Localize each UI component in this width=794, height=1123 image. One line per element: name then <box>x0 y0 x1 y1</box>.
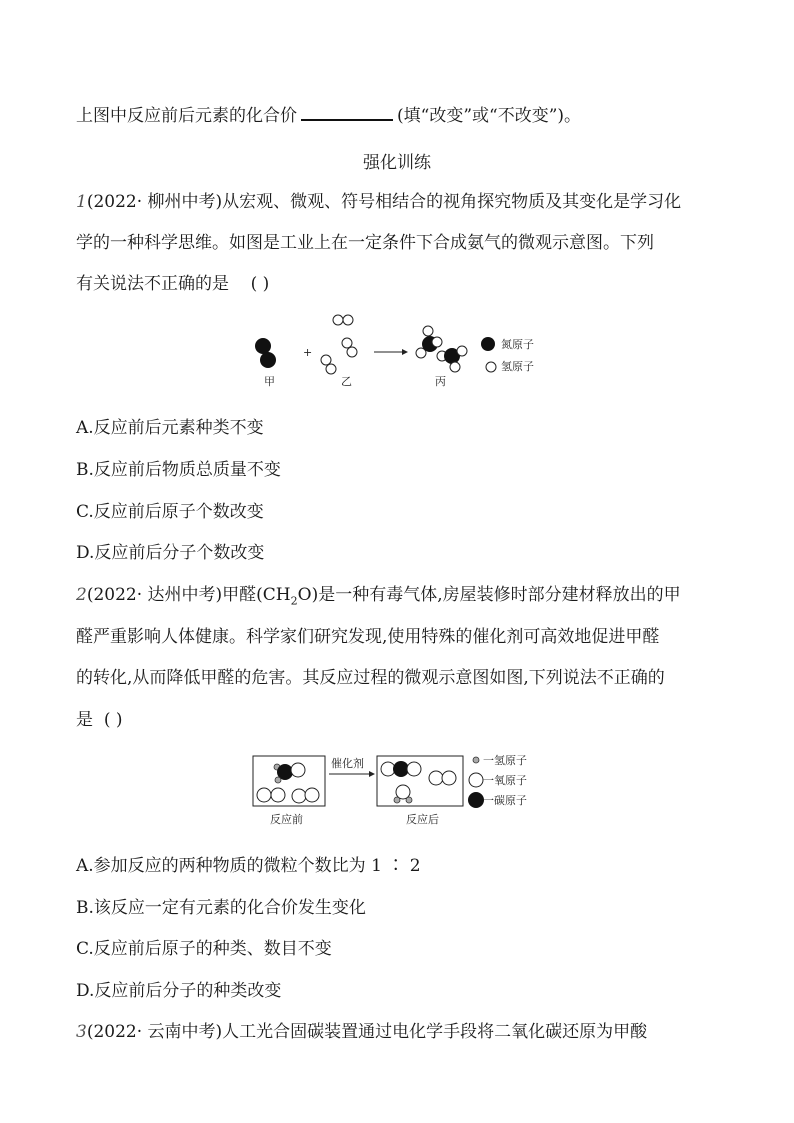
legend-n-swatch <box>481 337 495 351</box>
q2-text-4: 是 <box>76 710 93 730</box>
h-atom <box>457 346 467 356</box>
legend-o-swatch <box>469 773 483 787</box>
q2-source: (2022· 达州中考) <box>86 585 223 605</box>
q2-subscript: 2 <box>290 594 298 608</box>
plus-sign: + <box>303 346 313 359</box>
n-atom <box>260 352 276 368</box>
o-atom <box>442 771 456 785</box>
section-title: 强化训练 <box>363 153 431 173</box>
label-before: 反应前 <box>270 813 303 826</box>
q2-option-d[interactable]: D.反应前后分子的种类改变 <box>76 981 282 1001</box>
arrow-head <box>369 771 375 777</box>
q2-line-1 <box>76 583 681 613</box>
catalyst-label: 催化剂 <box>331 757 364 770</box>
h-atom <box>275 777 281 783</box>
legend-c-swatch <box>468 792 484 808</box>
n-atom <box>255 338 271 354</box>
q3-text-1: 人工光合固碳装置通过电化学手段将二氧化碳还原为甲酸 <box>222 1022 648 1042</box>
q3-number: 3 <box>76 1022 87 1042</box>
h-atom <box>432 337 442 347</box>
h-atom <box>423 326 433 336</box>
q2-option-a[interactable]: A.参加反应的两种物质的微粒个数比为 1 ∶ 2 <box>76 856 421 876</box>
h-atom <box>450 362 460 372</box>
q3-line-1 <box>76 1020 647 1044</box>
answer-blank[interactable] <box>301 105 393 121</box>
fill-in-suffix: (填“改变”或“不改变”)。 <box>397 106 582 126</box>
q2-line-4 <box>76 708 122 732</box>
h-atom <box>394 797 400 803</box>
q1-text-3: 有关说法不正确的是 <box>76 274 229 294</box>
q2-option-b[interactable]: B.该反应一定有元素的化合价发生变化 <box>76 898 366 918</box>
legend-n-label: 氮原子 <box>501 338 534 351</box>
q1-option-b[interactable]: B.反应前后物质总质量不变 <box>76 460 281 480</box>
fill-in-line <box>76 104 581 128</box>
o-atom <box>257 788 271 802</box>
o-atom <box>292 789 306 803</box>
o-atom <box>271 788 285 802</box>
q2-number: 2 <box>76 585 87 605</box>
q2-option-c[interactable]: C.反应前后原子的种类、数目不变 <box>76 939 332 959</box>
h-atom <box>342 338 352 348</box>
h-atom <box>333 315 343 325</box>
q2-text-1a: 甲醛(CH <box>222 585 291 605</box>
legend-h-label: 一氢原子 <box>483 754 527 767</box>
label-bing: 丙 <box>435 375 446 388</box>
q1-text-1: 从宏观、微观、符号相结合的视角探究物质及其变化是学习化 <box>222 192 682 212</box>
ammonia-synthesis-diagram <box>250 312 550 394</box>
q2-line-3: 的转化,从而降低甲醛的危害。其反应过程的微观示意图如图,下列说法不正确的 <box>76 668 665 688</box>
q1-option-c[interactable]: C.反应前后原子个数改变 <box>76 502 264 522</box>
q3-source: (2022· 云南中考) <box>86 1022 223 1042</box>
formaldehyde-reaction-diagram <box>250 752 550 830</box>
q2-answer-paren[interactable]: ( ) <box>103 710 123 730</box>
q1-source: (2022· 柳州中考) <box>86 192 223 212</box>
h-atom <box>347 347 357 357</box>
o-atom <box>429 771 443 785</box>
h-atom <box>321 355 331 365</box>
o-atom <box>407 762 421 776</box>
h-atom <box>406 797 412 803</box>
legend-h-swatch <box>473 757 479 763</box>
o-atom <box>381 762 395 776</box>
q1-option-d[interactable]: D.反应前后分子个数改变 <box>76 543 265 563</box>
o-atom <box>305 788 319 802</box>
q1-number: 1 <box>76 192 87 212</box>
q1-line-1 <box>76 190 681 214</box>
arrow-head <box>402 349 408 355</box>
label-jia: 甲 <box>264 375 275 388</box>
q1-option-a[interactable]: A.反应前后元素种类不变 <box>76 418 264 438</box>
q1-line-3 <box>76 272 269 296</box>
h-atom <box>326 364 336 374</box>
legend-o-label: 一氧原子 <box>483 774 527 787</box>
o-atom <box>291 763 305 777</box>
legend-h-swatch <box>486 362 496 372</box>
q2-line-2: 醛严重影响人体健康。科学家们研究发现,使用特殊的催化剂可高效地促进甲醛 <box>76 627 660 647</box>
q1-line-2: 学的一种科学思维。如图是工业上在一定条件下合成氨气的微观示意图。下列 <box>76 233 654 253</box>
label-yi: 乙 <box>341 375 352 388</box>
fill-in-prefix: 上图中反应前后元素的化合价 <box>76 106 297 126</box>
legend-h-label: 氢原子 <box>501 360 534 373</box>
label-after: 反应后 <box>406 813 439 826</box>
q1-answer-paren[interactable]: ( ) <box>250 274 270 294</box>
q2-text-1b: O)是一种有毒气体,房屋装修时部分建材释放出的甲 <box>297 585 681 605</box>
h-atom <box>343 315 353 325</box>
legend-c-label: 一碳原子 <box>483 794 527 807</box>
